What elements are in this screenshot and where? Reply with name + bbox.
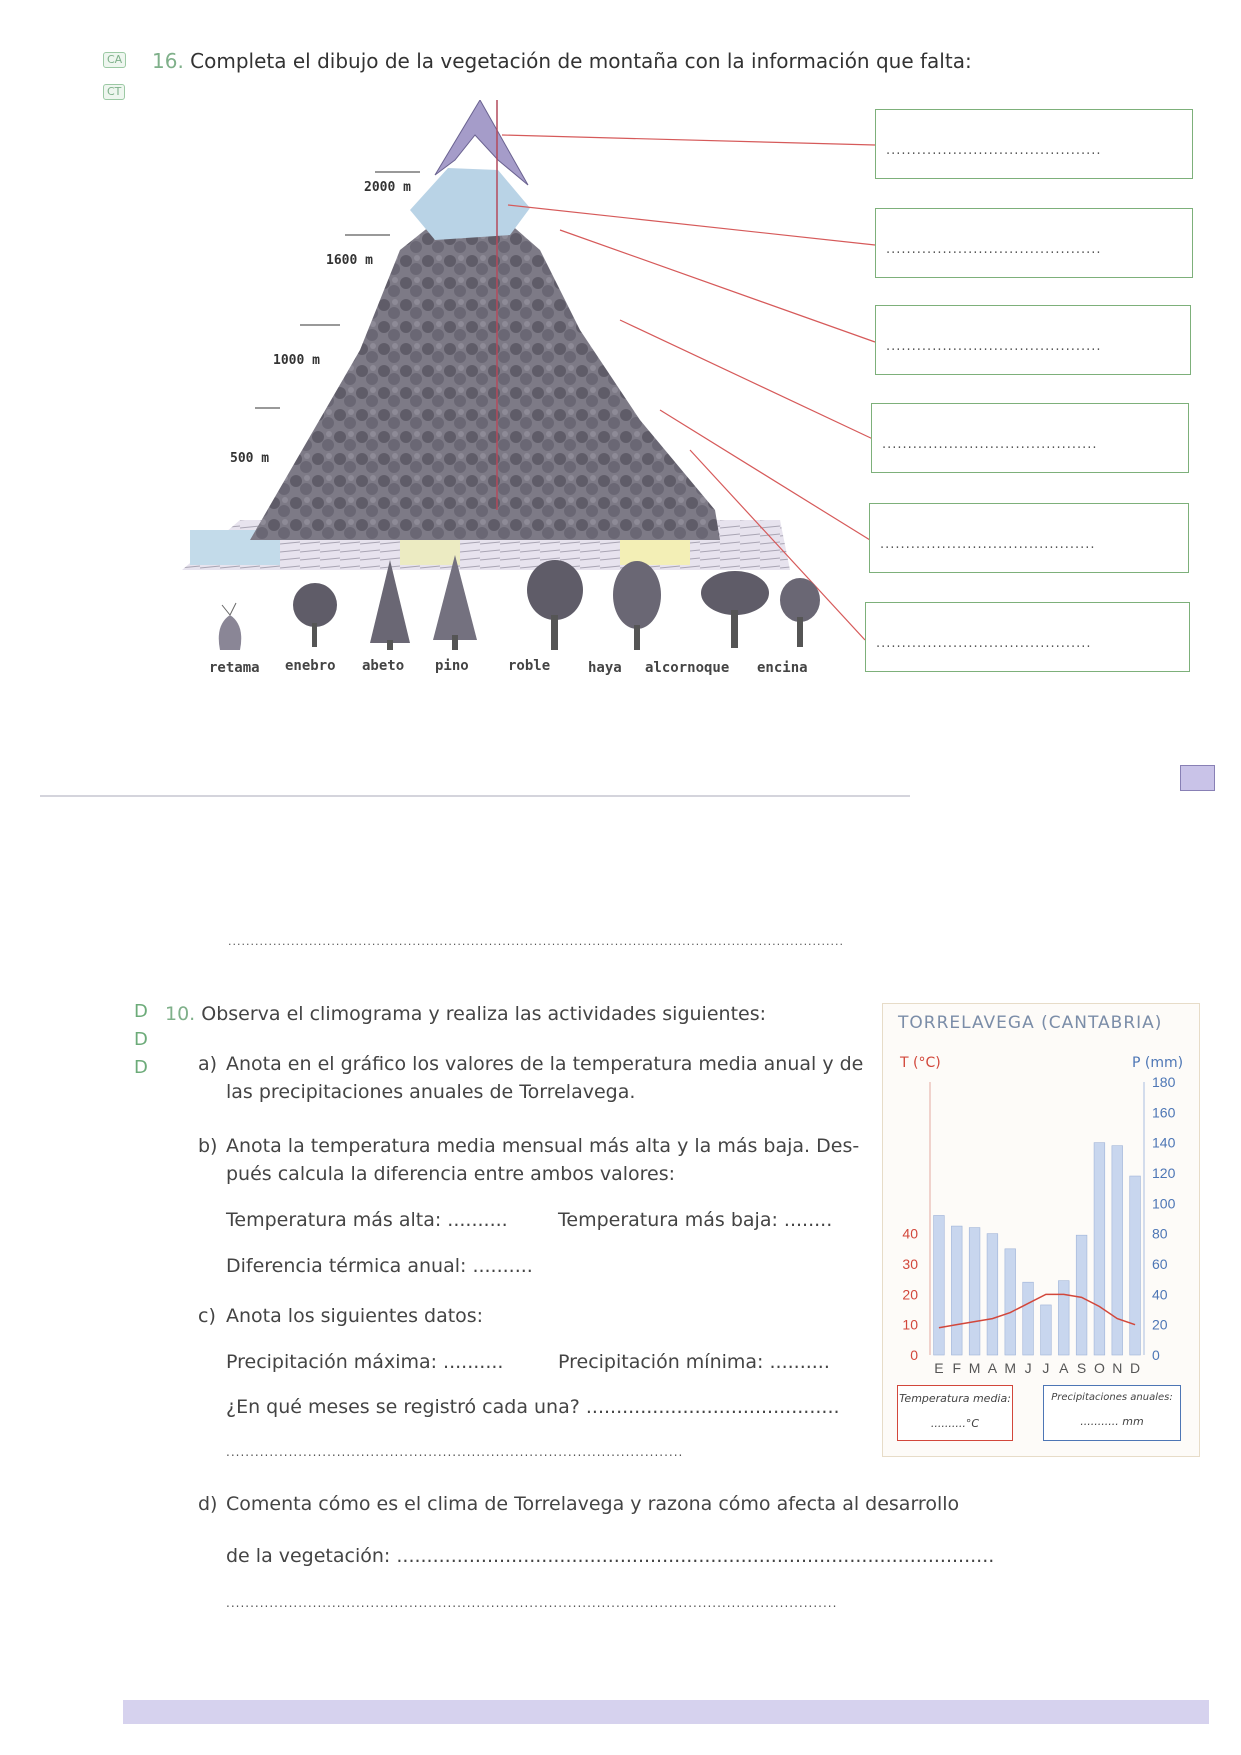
month-tick-label: O (1093, 1360, 1105, 1376)
right-tick-label: 40 (1152, 1286, 1168, 1303)
badge-ca: CA (103, 52, 126, 68)
month-tick-label: M (968, 1360, 981, 1376)
answer-box-dots: .......................................... (886, 143, 1102, 158)
altitude-label-1000: 1000 m (273, 353, 320, 368)
q10-d-text-2[interactable]: de la vegetación: ................................................................................................... (226, 1545, 995, 1567)
tree-label-enebro: enebro (285, 658, 336, 674)
pino-icon (433, 555, 477, 650)
right-tick-label: 80 (1152, 1225, 1168, 1242)
precip-bar (1112, 1146, 1123, 1355)
left-tick-label: 20 (902, 1286, 918, 1303)
footer-bar (123, 1700, 1209, 1724)
climograph-left-axis-label: T (°C) (900, 1055, 941, 1071)
tree-label-encina: encina (757, 660, 808, 676)
right-tick-label: 160 (1152, 1104, 1176, 1121)
temp-summary-value: ..........°C (930, 1417, 980, 1430)
right-tick-label: 140 (1152, 1134, 1176, 1151)
badge-d-1: D (134, 1001, 148, 1022)
altitude-label-500: 500 m (230, 451, 270, 466)
answer-box-dots: .......................................... (886, 242, 1102, 257)
right-tick-label: 0 (1152, 1347, 1160, 1363)
right-tick-label: 100 (1152, 1195, 1176, 1212)
q10-b-diff[interactable]: Diferencia térmica anual: .......... (226, 1255, 533, 1277)
month-tick-label: J (1042, 1360, 1050, 1376)
q10-b-high[interactable]: Temperatura más alta: .......... (226, 1209, 508, 1231)
q16-text: Completa el dibujo de la vegetación de montaña con la información que falta: (190, 49, 972, 73)
right-tick-label: 20 (1152, 1316, 1168, 1333)
precip-summary-box[interactable] (1043, 1385, 1181, 1441)
month-tick-label: A (987, 1360, 998, 1376)
encina-icon (780, 578, 820, 647)
precip-bar (1094, 1143, 1105, 1355)
answer-box-6[interactable] (865, 602, 1190, 672)
q10-statement (165, 1003, 766, 1025)
temp-summary-box[interactable] (897, 1385, 1013, 1441)
abeto-icon (370, 560, 410, 650)
left-tick-label: 0 (910, 1347, 918, 1363)
precip-bar (1076, 1235, 1087, 1355)
tree-label-retama: retama (209, 660, 260, 676)
precip-bar (969, 1228, 980, 1355)
q10-text: Observa el climograma y realiza las actividades siguientes: (201, 1003, 767, 1025)
tree-label-haya: haya (588, 660, 622, 676)
tree-icons-row (200, 555, 820, 655)
alcornoque-icon (701, 571, 769, 648)
month-tick-label: D (1130, 1360, 1141, 1376)
climograph-title: TORRELAVEGA (CANTABRIA) (898, 1013, 1163, 1033)
precip-summary-label: Precipitaciones anuales: (1051, 1392, 1173, 1403)
q10-c-months[interactable]: ¿En qué meses se registró cada una? .......................................... (226, 1396, 840, 1418)
answer-box-1[interactable] (875, 109, 1193, 179)
left-tick-label: 30 (902, 1256, 918, 1272)
tree-label-abeto: abeto (362, 658, 405, 674)
retama-icon (219, 603, 242, 650)
badge-d-3: D (134, 1057, 148, 1078)
answer-box-dots: .......................................... (886, 339, 1102, 354)
right-tick-label: 180 (1152, 1074, 1176, 1090)
tree-label-roble: roble (508, 658, 551, 674)
precip-bar (1130, 1176, 1141, 1355)
left-tick-label: 40 (902, 1225, 918, 1242)
q10-b-text-1: Anota la temperatura media mensual más alta y la más baja. Des- (226, 1135, 860, 1157)
q10-c-label: c) (198, 1305, 216, 1327)
q10-c-max[interactable]: Precipitación máxima: .......... (226, 1351, 504, 1373)
tree-label-alcornoque: alcornoque (645, 660, 730, 676)
q10-d-line[interactable]: ............................................................................................................................... (226, 1596, 838, 1610)
q10-a-label: a) (198, 1053, 218, 1075)
month-tick-label: S (1076, 1360, 1087, 1376)
q10-a-text-2: las precipitaciones anuales de Torrelavega. (226, 1081, 636, 1103)
dotted-answer-line-top[interactable]: ......................................................................................................................................... (228, 935, 845, 948)
precip-bar (987, 1234, 998, 1355)
month-tick-label: A (1059, 1360, 1069, 1376)
tree-label-pino: pino (435, 658, 469, 674)
q10-b-label: b) (198, 1135, 218, 1157)
q10-number: 10. (165, 1003, 196, 1025)
q10-d-text-1: Comenta cómo es el clima de Torrelavega y razona cómo afecta al desarrollo (226, 1493, 960, 1515)
answer-box-dots: .......................................... (882, 437, 1098, 452)
temperature-line (939, 1294, 1135, 1327)
climograph-chart (882, 1070, 1198, 1390)
q10-c-text: Anota los siguientes datos: (226, 1305, 484, 1327)
q10-b-low[interactable]: Temperatura más baja: ........ (558, 1209, 833, 1231)
temp-summary-label: Temperatura media: (899, 1392, 1011, 1405)
precip-bar (1041, 1305, 1052, 1355)
month-tick-label: F (952, 1360, 962, 1376)
q10-c-line[interactable]: ............................................................................................... (226, 1445, 684, 1459)
q10-d-label: d) (198, 1493, 218, 1515)
month-tick-label: J (1024, 1360, 1032, 1376)
haya-icon (613, 561, 661, 650)
month-tick-label: M (1004, 1360, 1017, 1376)
enebro-icon (293, 583, 337, 647)
altitude-label-2000: 2000 m (364, 180, 411, 195)
answer-box-5[interactable] (869, 503, 1189, 573)
left-tick-label: 10 (902, 1316, 918, 1333)
roble-icon (527, 560, 583, 650)
answer-box-4[interactable] (871, 403, 1189, 473)
precip-bar (951, 1226, 962, 1355)
precip-bar (1005, 1249, 1016, 1355)
answer-box-dots: .......................................... (880, 537, 1096, 552)
answer-box-3[interactable] (875, 305, 1191, 375)
badge-ct: CT (103, 84, 125, 100)
q16-number: 16. (152, 49, 184, 73)
right-tick-label: 60 (1152, 1256, 1168, 1272)
right-tick-label: 120 (1152, 1165, 1176, 1181)
precip-bar (934, 1215, 945, 1355)
precip-summary-value: ........... mm (1080, 1415, 1144, 1428)
q10-a-text-1: Anota en el gráfico los valores de la temperatura media anual y de (226, 1053, 864, 1075)
badge-d-2: D (134, 1029, 148, 1050)
month-tick-label: E (934, 1360, 944, 1376)
month-tick-label: N (1112, 1360, 1123, 1376)
q10-b-text-2: pués calcula la diferencia entre ambos valores: (226, 1163, 676, 1185)
precip-bar (1023, 1282, 1034, 1355)
page-marker-square (1180, 765, 1215, 791)
altitude-label-1600: 1600 m (326, 253, 373, 268)
answer-box-2[interactable] (875, 208, 1193, 278)
precip-bar (1058, 1281, 1069, 1355)
q10-c-min[interactable]: Precipitación mínima: .......... (558, 1351, 830, 1373)
section-separator (40, 795, 910, 797)
climograph-right-axis-label: P (mm) (1132, 1055, 1184, 1071)
answer-box-dots: .......................................... (876, 636, 1092, 651)
